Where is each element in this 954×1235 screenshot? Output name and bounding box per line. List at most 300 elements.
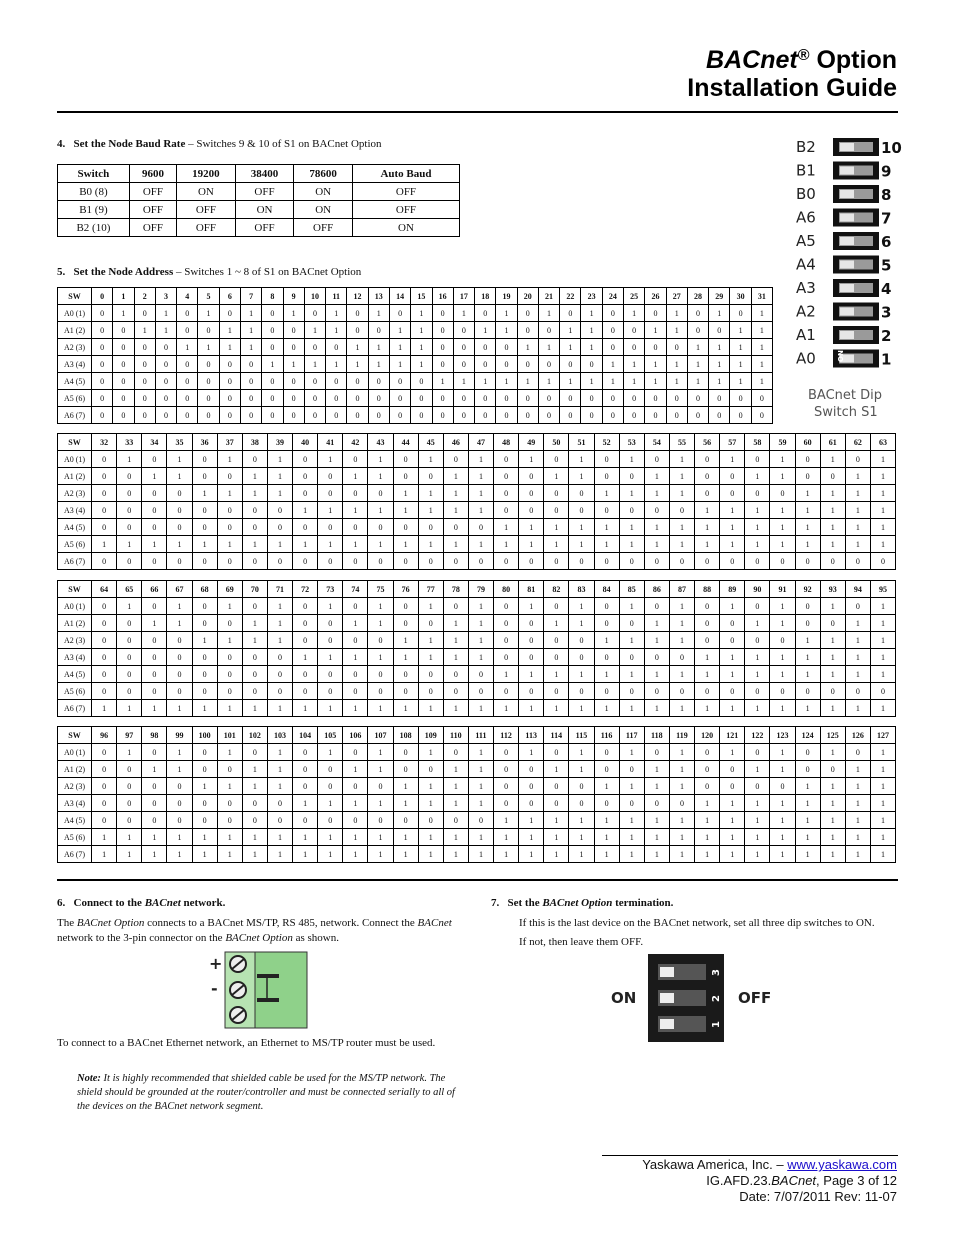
address-bit-cell: 0 xyxy=(217,683,242,700)
baud-cell: ON xyxy=(294,201,353,219)
address-number: 89 xyxy=(720,581,745,598)
address-number: 40 xyxy=(293,434,318,451)
address-bit-cell: 1 xyxy=(687,373,708,390)
switch-row-label: A5 (6) xyxy=(58,390,92,407)
address-bit-cell: 1 xyxy=(669,632,694,649)
address-number: 104 xyxy=(293,727,318,744)
address-bit-cell: 0 xyxy=(192,795,217,812)
address-bit-cell: 0 xyxy=(720,778,745,795)
address-number: 29 xyxy=(709,288,730,305)
address-bit-row xyxy=(58,339,773,356)
baud-cell: B2 (10) xyxy=(58,219,130,237)
address-bit-cell: 0 xyxy=(304,390,325,407)
address-bit-cell: 0 xyxy=(219,390,240,407)
address-bit-cell: 0 xyxy=(519,632,544,649)
address-bit-cell: 1 xyxy=(267,615,292,632)
address-number: 50 xyxy=(544,434,569,451)
address-bit-cell: 0 xyxy=(519,553,544,570)
address-bit-cell: 0 xyxy=(519,778,544,795)
note-text: It is highly recommended that shielded cable be used for the MS/TP network. The shield should be grounded at the router/controller and must be connected serially to all of the devices on the BACnet network segment. xyxy=(77,1073,455,1112)
address-bit-cell: 1 xyxy=(745,795,770,812)
address-bit-cell: 1 xyxy=(745,468,770,485)
address-bit-cell: 0 xyxy=(347,390,368,407)
address-number: 24 xyxy=(602,288,623,305)
address-bit-cell: 0 xyxy=(113,390,134,407)
address-bit-cell: 1 xyxy=(560,373,581,390)
address-bit-cell: 0 xyxy=(432,339,453,356)
address-bit-cell: 1 xyxy=(644,666,669,683)
address-bit-cell: 1 xyxy=(347,356,368,373)
address-bit-cell: 1 xyxy=(142,700,167,717)
address-bit-cell: 0 xyxy=(155,356,176,373)
address-bit-cell: 0 xyxy=(267,795,292,812)
address-number: 93 xyxy=(820,581,845,598)
address-number: 103 xyxy=(267,727,292,744)
address-number: 27 xyxy=(666,288,687,305)
address-bit-cell: 0 xyxy=(267,649,292,666)
address-number: 85 xyxy=(619,581,644,598)
address-bit-cell: 0 xyxy=(92,744,117,761)
address-bit-cell: 1 xyxy=(820,846,845,863)
address-bit-cell: 1 xyxy=(820,451,845,468)
address-bit-cell: 1 xyxy=(569,598,594,615)
address-bit-cell: 0 xyxy=(443,519,468,536)
address-bit-cell: 0 xyxy=(293,761,318,778)
address-bit-cell: 1 xyxy=(293,536,318,553)
address-bit-cell: 1 xyxy=(695,502,720,519)
address-bit-cell: 0 xyxy=(142,649,167,666)
address-bit-cell: 1 xyxy=(519,846,544,863)
address-bit-cell: 1 xyxy=(745,615,770,632)
address-bit-cell: 0 xyxy=(538,322,559,339)
address-bit-cell: 1 xyxy=(198,339,219,356)
terminal-connector-image xyxy=(205,950,309,1030)
dip-switch-toggle xyxy=(840,261,854,269)
baud-rate-table xyxy=(57,164,460,237)
address-bit-cell: 1 xyxy=(217,598,242,615)
address-bit-cell: 1 xyxy=(845,649,870,666)
address-bit-cell: 1 xyxy=(411,322,432,339)
baud-cell: B0 (8) xyxy=(58,183,130,201)
address-bit-cell: 1 xyxy=(770,502,795,519)
baud-header-row xyxy=(58,165,460,183)
address-table-32-63 xyxy=(57,433,896,570)
address-bit-cell: 0 xyxy=(619,553,644,570)
address-bit-cell: 0 xyxy=(494,451,519,468)
dip-label-b1: B1 xyxy=(796,161,816,180)
address-bit-cell: 0 xyxy=(242,744,267,761)
address-bit-cell: 0 xyxy=(468,519,493,536)
address-bit-cell: 1 xyxy=(845,778,870,795)
address-bit-cell: 0 xyxy=(134,373,155,390)
address-number: 66 xyxy=(142,581,167,598)
address-bit-cell: 1 xyxy=(669,519,694,536)
address-number: 52 xyxy=(594,434,619,451)
address-bit-row xyxy=(58,519,896,536)
address-number: 22 xyxy=(560,288,581,305)
address-bit-cell: 1 xyxy=(453,305,474,322)
address-bit-cell: 0 xyxy=(581,407,602,424)
address-bit-cell: 0 xyxy=(155,390,176,407)
address-bit-cell: 1 xyxy=(644,519,669,536)
address-bit-cell: 0 xyxy=(517,305,538,322)
address-bit-cell: 0 xyxy=(820,683,845,700)
address-bit-cell: 1 xyxy=(870,649,895,666)
address-bit-cell: 1 xyxy=(217,829,242,846)
address-bit-cell: 1 xyxy=(142,761,167,778)
address-number: 121 xyxy=(720,727,745,744)
address-number: 127 xyxy=(870,727,895,744)
address-number: 111 xyxy=(468,727,493,744)
address-bit-cell: 1 xyxy=(343,615,368,632)
title-brand: BACnet xyxy=(706,46,798,74)
address-bit-cell: 0 xyxy=(594,761,619,778)
address-bit-cell: 1 xyxy=(770,536,795,553)
address-bit-cell: 0 xyxy=(494,744,519,761)
address-bit-cell: 0 xyxy=(393,553,418,570)
address-bit-cell: 1 xyxy=(845,502,870,519)
address-bit-cell: 0 xyxy=(92,373,113,390)
switch-row-label: A1 (2) xyxy=(58,468,92,485)
address-bit-cell: 0 xyxy=(167,553,192,570)
address-number: 58 xyxy=(745,434,770,451)
address-bit-cell: 0 xyxy=(544,795,569,812)
address-bit-cell: 0 xyxy=(177,373,198,390)
address-bit-cell: 1 xyxy=(293,649,318,666)
address-bit-cell: 1 xyxy=(326,356,347,373)
address-bit-cell: 1 xyxy=(745,700,770,717)
address-bit-cell: 0 xyxy=(418,761,443,778)
address-bit-cell: 0 xyxy=(293,666,318,683)
address-bit-cell: 1 xyxy=(343,761,368,778)
address-bit-cell: 1 xyxy=(343,468,368,485)
address-bit-cell: 1 xyxy=(770,761,795,778)
address-bit-cell: 1 xyxy=(368,598,393,615)
address-number: 102 xyxy=(242,727,267,744)
address-bit-cell: 1 xyxy=(393,649,418,666)
address-bit-cell: 0 xyxy=(517,407,538,424)
address-bit-cell: 0 xyxy=(368,778,393,795)
address-bit-cell: 0 xyxy=(745,683,770,700)
address-bit-cell: 1 xyxy=(751,356,772,373)
address-bit-row xyxy=(58,812,896,829)
address-bit-cell: 0 xyxy=(594,598,619,615)
address-bit-cell: 0 xyxy=(475,339,496,356)
address-bit-cell: 0 xyxy=(368,373,389,390)
address-bit-cell: 0 xyxy=(393,468,418,485)
section6-title-pre: Connect to the xyxy=(73,897,145,909)
address-header-row xyxy=(58,288,773,305)
address-bit-cell: 0 xyxy=(92,502,117,519)
address-bit-cell: 1 xyxy=(192,829,217,846)
bacnet-dip-switch-s1 xyxy=(795,134,902,424)
address-bit-cell: 0 xyxy=(326,390,347,407)
address-bit-cell: 1 xyxy=(494,536,519,553)
address-bit-cell: 0 xyxy=(92,390,113,407)
dip-switch-toggle xyxy=(840,214,854,222)
address-bit-cell: 0 xyxy=(318,553,343,570)
footer-rule xyxy=(602,1155,898,1156)
address-bit-row xyxy=(58,536,896,553)
address-bit-cell: 0 xyxy=(418,812,443,829)
address-bit-cell: 0 xyxy=(368,407,389,424)
dip-number-1: 1 xyxy=(881,350,892,369)
section7-paragraph2: If not, then leave them OFF. xyxy=(519,936,644,948)
address-bit-cell: 1 xyxy=(411,339,432,356)
address-bit-cell: 1 xyxy=(496,305,517,322)
sw-header: SW xyxy=(58,434,92,451)
address-number: 87 xyxy=(669,581,694,598)
address-bit-cell: 1 xyxy=(644,468,669,485)
address-bit-cell: 1 xyxy=(393,778,418,795)
address-bit-cell: 1 xyxy=(217,485,242,502)
address-bit-cell: 0 xyxy=(494,468,519,485)
address-bit-cell: 1 xyxy=(368,649,393,666)
section6-paragraph2: To connect to a BACnet Ethernet network, an Ethernet to MS/TP router must be used. xyxy=(57,1037,436,1049)
address-bit-cell: 1 xyxy=(432,373,453,390)
address-bit-cell: 0 xyxy=(167,502,192,519)
address-bit-cell: 1 xyxy=(669,829,694,846)
address-bit-cell: 1 xyxy=(870,778,895,795)
address-bit-cell: 0 xyxy=(92,598,117,615)
address-bit-cell: 1 xyxy=(343,829,368,846)
address-bit-cell: 0 xyxy=(720,553,745,570)
address-bit-cell: 0 xyxy=(217,812,242,829)
address-bit-cell: 0 xyxy=(644,553,669,570)
address-bit-cell: 1 xyxy=(519,744,544,761)
address-bit-cell: 0 xyxy=(155,339,176,356)
address-bit-cell: 0 xyxy=(468,812,493,829)
address-bit-cell: 0 xyxy=(347,373,368,390)
address-bit-cell: 0 xyxy=(318,519,343,536)
footer-doc-id: IG.AFD.23. xyxy=(706,1173,772,1188)
address-bit-cell: 0 xyxy=(845,598,870,615)
address-bit-cell: 1 xyxy=(845,829,870,846)
section6-heading xyxy=(57,896,225,911)
address-bit-cell: 0 xyxy=(304,305,325,322)
address-bit-cell: 1 xyxy=(368,795,393,812)
address-bit-row xyxy=(58,795,896,812)
address-bit-cell: 0 xyxy=(293,468,318,485)
address-bit-cell: 1 xyxy=(666,373,687,390)
address-bit-cell: 0 xyxy=(560,356,581,373)
address-bit-cell: 1 xyxy=(594,829,619,846)
address-bit-cell: 1 xyxy=(517,339,538,356)
address-bit-cell: 0 xyxy=(443,744,468,761)
address-bit-cell: 0 xyxy=(751,390,772,407)
address-bit-cell: 1 xyxy=(669,485,694,502)
address-number: 122 xyxy=(745,727,770,744)
sw-header: SW xyxy=(58,727,92,744)
address-bit-cell: 0 xyxy=(418,468,443,485)
address-number: 9 xyxy=(283,288,304,305)
address-bit-cell: 0 xyxy=(569,649,594,666)
baud-header-cell: Switch xyxy=(58,165,130,183)
address-number: 114 xyxy=(544,727,569,744)
term-switch-number-3: 3 xyxy=(711,969,722,976)
section7-number: 7. xyxy=(491,897,500,909)
section4-number: 4. xyxy=(57,138,66,150)
address-bit-cell: 1 xyxy=(496,373,517,390)
address-bit-cell: 1 xyxy=(267,485,292,502)
address-bit-cell: 1 xyxy=(845,536,870,553)
address-bit-cell: 1 xyxy=(770,451,795,468)
address-bit-cell: 1 xyxy=(544,700,569,717)
address-bit-cell: 1 xyxy=(347,339,368,356)
address-bit-cell: 0 xyxy=(142,632,167,649)
address-bit-cell: 1 xyxy=(619,632,644,649)
address-bit-cell: 1 xyxy=(519,598,544,615)
address-bit-cell: 0 xyxy=(368,322,389,339)
address-bit-cell: 0 xyxy=(695,761,720,778)
address-bit-cell: 1 xyxy=(669,468,694,485)
address-bit-cell: 0 xyxy=(343,683,368,700)
address-bit-cell: 1 xyxy=(267,632,292,649)
address-bit-cell: 0 xyxy=(267,812,292,829)
address-bit-cell: 1 xyxy=(538,339,559,356)
address-bit-cell: 0 xyxy=(432,322,453,339)
address-bit-cell: 0 xyxy=(669,795,694,812)
address-bit-cell: 1 xyxy=(468,615,493,632)
dip-label-a1: A1 xyxy=(796,326,816,344)
address-bit-cell: 0 xyxy=(117,502,142,519)
address-number: 64 xyxy=(92,581,117,598)
address-number: 77 xyxy=(418,581,443,598)
address-bit-cell: 1 xyxy=(720,519,745,536)
address-bit-cell: 0 xyxy=(92,407,113,424)
address-bit-cell: 0 xyxy=(198,322,219,339)
address-bit-cell: 0 xyxy=(92,519,117,536)
address-bit-cell: 0 xyxy=(544,553,569,570)
address-bit-cell: 1 xyxy=(443,485,468,502)
address-bit-cell: 0 xyxy=(283,322,304,339)
address-bit-cell: 1 xyxy=(418,649,443,666)
address-bit-cell: 1 xyxy=(666,356,687,373)
address-bit-cell: 0 xyxy=(167,666,192,683)
address-bit-cell: 0 xyxy=(519,502,544,519)
address-bit-cell: 0 xyxy=(389,407,410,424)
address-bit-cell: 1 xyxy=(389,356,410,373)
address-bit-cell: 0 xyxy=(142,485,167,502)
address-bit-cell: 1 xyxy=(751,305,772,322)
switch-row-label: A1 (2) xyxy=(58,761,92,778)
switch-row-label: A3 (4) xyxy=(58,502,92,519)
section7-heading: 7. Set the BACnet Option termination. xyxy=(491,897,674,909)
address-bit-cell: 0 xyxy=(217,519,242,536)
address-bit-cell: 1 xyxy=(453,373,474,390)
address-number: 79 xyxy=(468,581,493,598)
address-bit-cell: 1 xyxy=(720,812,745,829)
dip-label-a2: A2 xyxy=(796,302,816,321)
address-bit-cell: 1 xyxy=(192,485,217,502)
baud-cell: OFF xyxy=(177,219,236,237)
footer-doc-em: BACnet xyxy=(771,1173,817,1188)
dip-caption-line1: BACnet Dip xyxy=(808,388,883,403)
dip-number-3: 3 xyxy=(881,303,892,322)
address-bit-row xyxy=(58,553,896,570)
address-bit-cell: 1 xyxy=(117,846,142,863)
section4-title: Set the Node Baud Rate xyxy=(73,138,186,150)
section4-subtext: – Switches 9 & 10 of S1 on BACnet Option xyxy=(185,138,382,150)
address-number: 5 xyxy=(198,288,219,305)
address-bit-cell: 0 xyxy=(569,683,594,700)
address-bit-cell: 1 xyxy=(644,778,669,795)
baud-cell: ON xyxy=(177,183,236,201)
address-number: 108 xyxy=(393,727,418,744)
address-number: 67 xyxy=(167,581,192,598)
address-bit-cell: 1 xyxy=(820,744,845,761)
address-bit-cell: 0 xyxy=(343,451,368,468)
yaskawa-website-link[interactable]: www.yaskawa.com xyxy=(787,1157,897,1172)
address-bit-cell: 1 xyxy=(293,829,318,846)
address-bit-cell: 0 xyxy=(494,649,519,666)
address-bit-cell: 0 xyxy=(293,632,318,649)
address-bit-cell: 1 xyxy=(117,598,142,615)
address-bit-cell: 1 xyxy=(594,700,619,717)
address-bit-cell: 1 xyxy=(368,468,393,485)
address-bit-cell: 1 xyxy=(318,846,343,863)
address-number: 42 xyxy=(343,434,368,451)
address-number: 86 xyxy=(644,581,669,598)
address-bit-cell: 1 xyxy=(217,451,242,468)
address-bit-cell: 1 xyxy=(695,519,720,536)
address-bit-cell: 0 xyxy=(293,615,318,632)
dip-number-10: 10 xyxy=(881,139,902,157)
address-bit-cell: 0 xyxy=(544,632,569,649)
address-number: 54 xyxy=(644,434,669,451)
address-bit-cell: 1 xyxy=(720,829,745,846)
address-bit-cell: 1 xyxy=(845,761,870,778)
address-bit-cell: 1 xyxy=(318,649,343,666)
address-bit-cell: 0 xyxy=(418,666,443,683)
address-bit-cell: 0 xyxy=(142,519,167,536)
address-number: 109 xyxy=(418,727,443,744)
address-number: 45 xyxy=(418,434,443,451)
address-bit-cell: 0 xyxy=(318,666,343,683)
switch-row-label: A5 (6) xyxy=(58,683,92,700)
address-bit-cell: 1 xyxy=(709,356,730,373)
address-bit-cell: 0 xyxy=(496,390,517,407)
page-title xyxy=(687,46,897,102)
address-bit-cell: 0 xyxy=(745,553,770,570)
address-bit-cell: 0 xyxy=(644,683,669,700)
address-bit-cell: 0 xyxy=(519,761,544,778)
address-bit-cell: 1 xyxy=(418,846,443,863)
address-bit-cell: 1 xyxy=(695,812,720,829)
address-bit-cell: 0 xyxy=(198,407,219,424)
switch-row-label: A2 (3) xyxy=(58,339,92,356)
address-bit-cell: 1 xyxy=(219,322,240,339)
baud-cell: OFF xyxy=(352,183,459,201)
address-bit-cell: 0 xyxy=(262,407,283,424)
address-bit-cell: 1 xyxy=(368,846,393,863)
address-bit-cell: 0 xyxy=(581,356,602,373)
address-bit-cell: 1 xyxy=(770,812,795,829)
address-bit-cell: 1 xyxy=(795,485,820,502)
address-bit-cell: 1 xyxy=(720,598,745,615)
address-bit-cell: 1 xyxy=(468,829,493,846)
term-off-label: OFF xyxy=(738,989,772,1007)
address-bit-cell: 0 xyxy=(177,407,198,424)
address-number: 16 xyxy=(432,288,453,305)
address-bit-cell: 1 xyxy=(795,700,820,717)
address-bit-cell: 0 xyxy=(242,598,267,615)
address-bit-cell: 0 xyxy=(293,812,318,829)
address-bit-cell: 0 xyxy=(544,598,569,615)
address-bit-cell: 1 xyxy=(845,846,870,863)
address-bit-cell: 0 xyxy=(795,451,820,468)
address-bit-cell: 0 xyxy=(267,683,292,700)
